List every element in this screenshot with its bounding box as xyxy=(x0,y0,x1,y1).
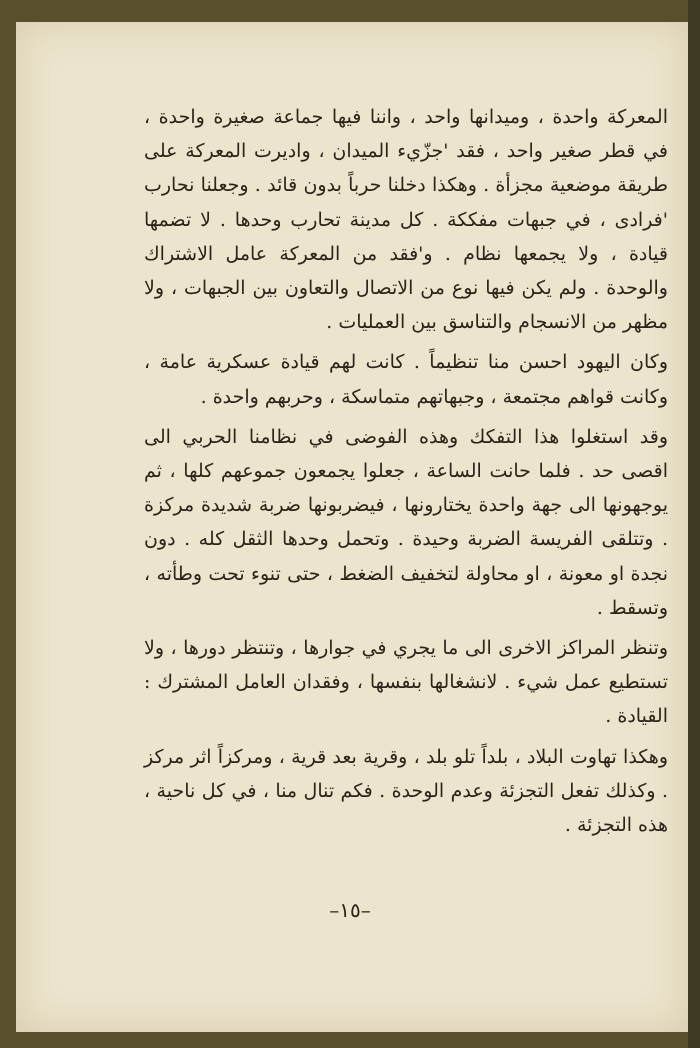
paragraph-1: المعركة واحدة ، وميدانها واحد ، واننا فيها جماعة صغيرة واحدة ، في قطر صغير واحد ، فقد 'جزّيء الميدان ، واديرت المعركة على طريقة موضعية مجزأة . وهكذا دخلنا حرباً بدون قائد . وجعلنا نحارب 'فرادى ، في جبهات مفككة . كل مدينة تحارب وحدها . لا تضمها قيادة ، ولا يجمعها نظام . و'فقد من المعركة عامل الاشتراك والوحدة . ولم يكن فيها نوع من الاتصال والتعاون بين الجبهات ، ولا مظهر من الانسجام والتناسق بين العمليات . xyxy=(144,106,668,334)
page-number: –١٥– xyxy=(329,898,371,922)
paragraph-2: وكان اليهود احسن منا تنظيماً . كانت لهم قيادة عسكرية عامة ، وكانت قواهم مجتمعة ، وجبهاتهم متماسكة ، وحربهم واحدة . xyxy=(144,351,668,408)
paragraph-5: وهكذا تهاوت البلاد ، بلداً تلو بلد ، وقرية بعد قرية ، ومركزاً اثر مركز . وكذلك تفعل التجزئة وعدم الوحدة . فكم تنال منا ، في كل ناحية ، هذه التجزئة . xyxy=(144,745,668,837)
paragraph-3: وقد استغلوا هذا التفكك وهذه الفوضى في نظامنا الحربي الى اقصى حد . فلما حانت الساعة ، جعلوا يجمعون جموعهم كلها ، ثم يوجهونها الى جهة واحدة يختارونها ، فيضربونها ضربة شديدة مركزة . وتتلقى الفريسة الضربة وحيدة . وتحمل وحدها الثقل كله . دون نجدة او معونة ، او محاولة لتخفيف الضغط ، حتى تنوء تحت وطأته ، وتسقط . xyxy=(144,425,668,619)
background-edge xyxy=(688,0,700,1048)
paragraph-4: وتنظر المراكز الاخرى الى ما يجري في جوارها ، وتنتظر دورها ، ولا تستطيع عمل شيء . لانشغالها بنفسها ، وفقدان العامل المشترك : القيادة . xyxy=(144,637,668,728)
page-body-text xyxy=(144,100,668,848)
